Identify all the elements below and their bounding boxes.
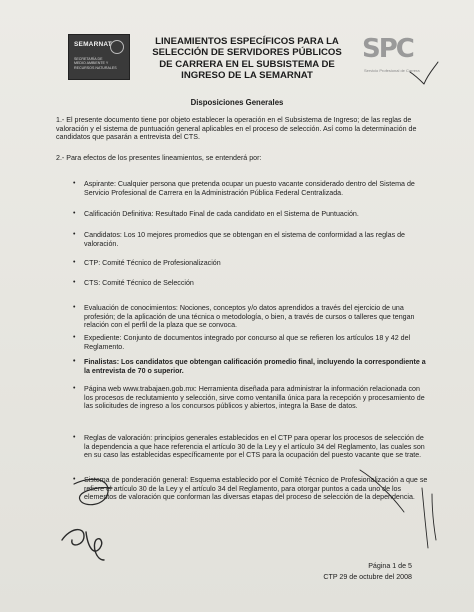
bullet-icon: • [73, 304, 76, 311]
definition-text: Finalistas: Los candidatos que obtengan calificación promedio final, incluyendo la correspondiente a la entrevista de 70 o superior. [84, 358, 426, 375]
title-line: INGRESO DE LA SEMARNAT [181, 70, 313, 82]
bullet-icon: • [73, 476, 76, 483]
semarnat-logo-name: SEMARNAT [74, 41, 112, 48]
bullet-icon: • [73, 180, 76, 187]
document-date: CTP 29 de octubre del 2008 [323, 573, 412, 581]
bullet-icon: • [73, 279, 76, 286]
signature-mark [62, 530, 104, 560]
semarnat-logo-subtitle: SECRETARÍA DE MEDIO AMBIENTE Y RECURSOS NATURALES [74, 57, 117, 70]
bullet-icon: • [73, 210, 76, 217]
definition-text: CTP: Comité Técnico de Profesionalización [84, 259, 221, 267]
title-line: LINEAMIENTOS ESPECÍFICOS PARA LA [155, 36, 339, 47]
definition-text: Reglas de valoración: principios generales establecidos en el CTP para operar los procesos de selección de la dependencia a que hace referencia el artículo 30 de la Ley y el artículo 34 del Reglamento, las cuales son en su caso las establecidas específicamente por el CTS para la ocupación del puesto vacante que se trate. [84, 434, 425, 460]
bullet-icon: • [73, 259, 76, 266]
margin-mark [360, 470, 404, 512]
title-line: DE CARRERA EN EL SUBSISTEMA DE [159, 58, 335, 70]
definition-text: Calificación Definitiva: Resultado Final de cada candidato en el Sistema de Puntuación. [84, 210, 359, 218]
title-line: SELECCIÓN DE SERVIDORES PÚBLICOS [152, 47, 342, 59]
spc-logo-text: SPC [362, 34, 413, 64]
bullet-icon: • [73, 334, 76, 341]
bullet-icon: • [73, 231, 76, 238]
page-number: Página 1 de 5 [368, 562, 412, 570]
initials-mark [74, 479, 112, 504]
check-mark [410, 62, 438, 84]
definition-text: Aspirante: Cualquier persona que pretenda ocupar un puesto vacante considerado dentro del Sistema de Servicio Profesional de Carrera en la Administración Pública Federal Centralizada. [84, 180, 415, 197]
definition-text: Página web www.trabajaen.gob.mx: Herramienta diseñada para administrar la información relacionada con los procesos de reclutamiento y selección, sirve como ventanilla única para la recepción y procesamiento de las solicitudes de ingreso a los concursos públicos y abiertos, integra la Base de datos. [84, 385, 425, 411]
definition-text: Sistema de ponderación general: Esquema establecido por el Comité Técnico de Profesionalización a que se refiere el artículo 30 de la Ley y el artículo 34 del Reglamento, para otorgar puntos a cada uno de los elementos de valoración que conforman las diversas etapas del proceso de selección de la dependencia. [84, 476, 428, 502]
margin-mark [422, 488, 436, 548]
definition-text: Evaluación de conocimientos: Nociones, conceptos y/o datos aprendidos a través del ejercicio de una profesión; de la aplicación de una técnica o metodología, o bien, a través de cursos o talleres que tengan relación con el perfil de la plaza que se convoca. [84, 304, 415, 330]
section-heading: Disposiciones Generales [190, 98, 284, 107]
paragraph-1: 1.- El presente documento tiene por objeto establecer la operación en el Subsistema de Ingreso; de las reglas de valoración y el sistema de puntuación general aplicables en el proceso de selección. Así como la determinación de candidatos que pasarán a entrevista del CTS. [56, 116, 417, 142]
bullet-icon: • [73, 385, 76, 392]
spc-logo-tagline: Servicio Profesional de Carrera [364, 68, 420, 73]
paragraph-2: 2.- Para efectos de los presentes lineamientos, se entenderá por: [56, 154, 262, 162]
definition-text: Candidatos: Los 10 mejores promedios que se obtengan en el sistema de conformidad a las reglas de valoración. [84, 231, 405, 248]
bullet-icon: • [73, 358, 76, 365]
definition-text: CTS: Comité Técnico de Selección [84, 279, 194, 287]
definition-text: Expediente: Conjunto de documentos integrado por concurso al que se refieren los artículos 18 y 42 del Reglamento. [84, 334, 411, 351]
bullet-icon: • [73, 434, 76, 441]
